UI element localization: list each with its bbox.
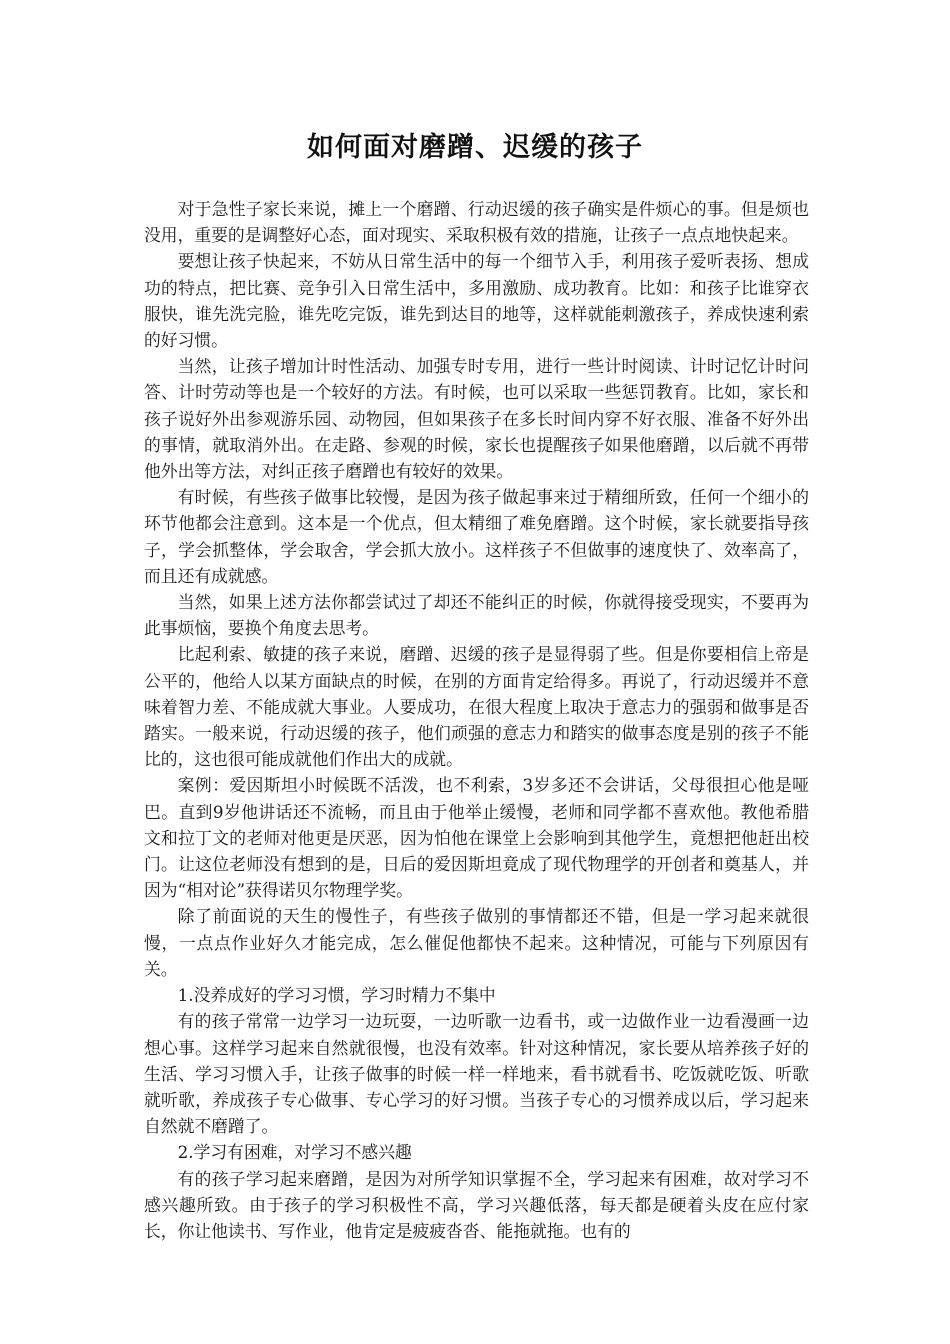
paragraph: 比起利索、敏捷的孩子来说，磨蹭、迟缓的孩子是显得弱了些。但是你要相信上帝是公平的，他给人以某方面缺点的时候，在别的方面肯定给得多。再说了，行动迟缓并不意味着智力差、不能成就大事业。人要成功，在很大程度上取决于意志力的强弱和做事是否踏实。一般来说，行动迟缓的孩子，他们顽强的意志力和踏实的做事态度是别的孩子不能比的，这也很可能成就他们作出大的成就。 [144,644,809,770]
section-heading: 1.没养成好的学习习惯，学习时精力不集中 [177,985,496,1006]
paragraph: 有的孩子常常一边学习一边玩耍，一边听歌一边看书，或一边做作业一边看漫画一边想心事。这样学习起来自然就很慢，也没有效率。针对这种情况，家长要从培养孩子好的生活、学习习惯入手，让孩子做事的时候一样一样地来，看书就看书、吃饭就吃饭、听歌就听歌，养成孩子专心做事、专心学习的好习惯。当孩子专心的习惯养成以后，学习起来自然就不磨蹭了。 [144,1011,809,1137]
paragraph: 有的孩子学习起来磨蹭，是因为对所学知识掌握不全，学习起来有困难，故对学习不感兴趣所致。由于孩子的学习积极性不高，学习兴趣低落，每天都是硬着头皮在应付家长，你让他读书、写作业，他肯定是疲疲沓沓、能拖就拖。也有的 [144,1168,809,1241]
paragraph: 当然，让孩子增加计时性活动、加强专时专用，进行一些计时阅读、计时记忆计时问答、计时劳动等也是一个较好的方法。有时候，也可以采取一些惩罚教育。比如，家长和孩子说好外出参观游乐园、动物园，但如果孩子在多长时间内穿不好衣服、准备不好外出的事情，就取消外出。在走路、参观的时候，家长也提醒孩子如果他磨蹭，以后就不再带他外出等方法，对纠正孩子磨蹭也有较好的效果。 [144,356,809,482]
paragraph: 对于急性子家长来说，摊上一个磨蹭、行动迟缓的孩子确实是件烦心的事。但是烦也没用，重要的是调整好心态，面对现实、采取积极有效的措施，让孩子一点点地快起来。 [144,199,809,246]
section-heading: 2.学习有困难，对学习不感兴趣 [177,1142,412,1163]
article-body [144,196,809,1244]
paragraph: 有时候，有些孩子做事比较慢，是因为孩子做起事来过于精细所致，任何一个细小的环节他都会注意到。这本是一个优点，但太精细了难免磨蹭。这个时候，家长就要指导孩子，学会抓整体，学会取舍，学会抓大放小。这样孩子不但做事的速度快了、效率高了，而且还有成就感。 [144,487,809,586]
paragraph: 案例：爱因斯坦小时候既不活泼，也不利索，3岁多还不会讲话，父母很担心他是哑巴。直到9岁他讲话还不流畅，而且由于他举止缓慢，老师和同学都不喜欢他。教他希腊文和拉丁文的老师对他更是厌恶，因为怕他在课堂上会影响到其他学生，竟想把他赶出校门。让这位老师没有想到的是，日后的爱因斯坦竟成了现代物理学的开创者和奠基人，并因为“相对论”获得诺贝尔物理学奖。 [144,775,809,901]
paragraph: 要想让孩子快起来，不妨从日常生活中的每一个细节入手，利用孩子爱听表扬、想成功的特点，把比赛、竞争引入日常生活中，多用激励、成功教育。比如：和孩子比谁穿衣服快，谁先洗完脸，谁先吃完饭，谁先到达目的地等，这样就能刺激孩子，养成快速利索的好习惯。 [144,251,809,351]
page-title: 如何面对磨蹭、迟缓的孩子 [307,132,643,163]
paragraph: 当然，如果上述方法你都尝试过了却还不能纠正的时候，你就得接受现实，不要再为此事烦恼，要换个角度去思考。 [144,592,809,639]
paragraph: 除了前面说的天生的慢性子，有些孩子做别的事情都还不错，但是一学习起来就很慢，一点点作业好久才能完成，怎么催促他都快不起来。这种情况，可能与下列原因有关。 [144,906,809,979]
